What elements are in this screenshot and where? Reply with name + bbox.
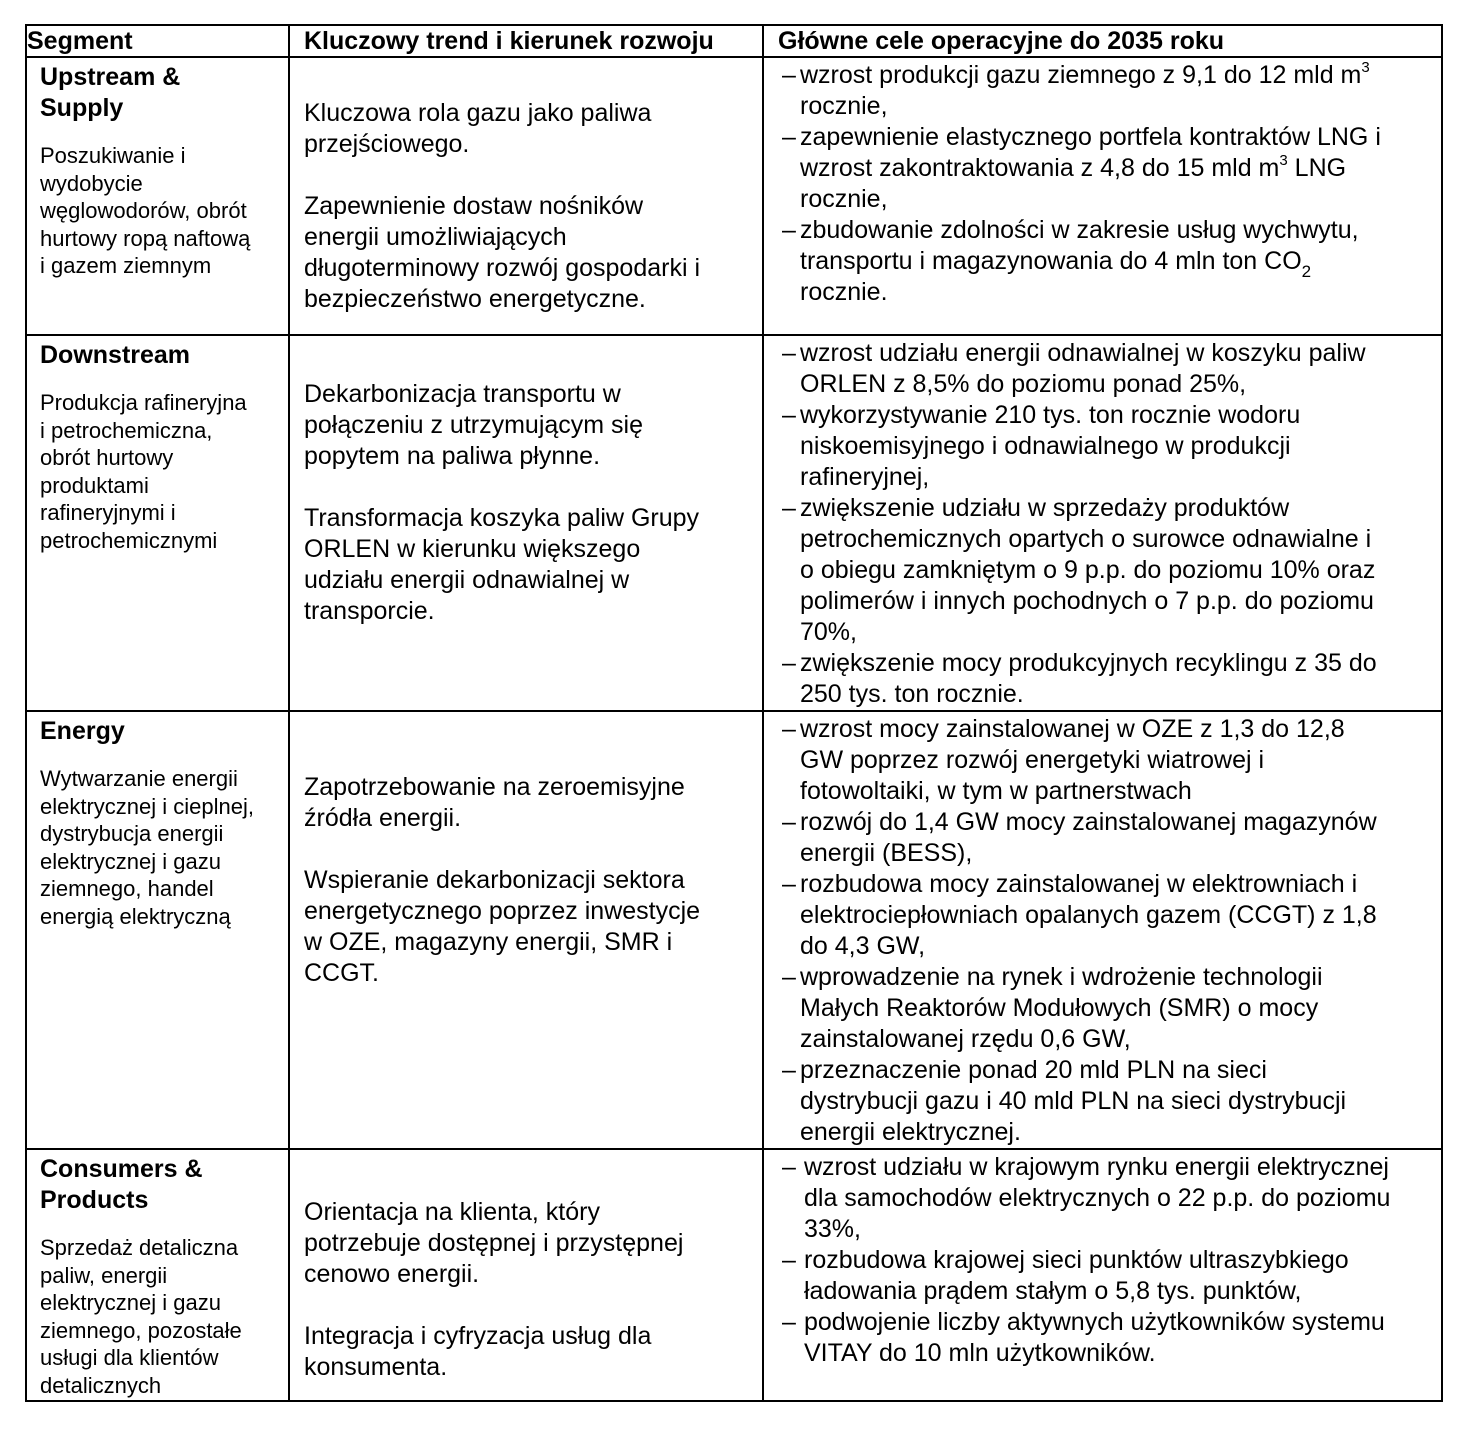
goal-item: – wzrost udziału energii odnawialnej w koszyku paliw ORLEN z 8,5% do poziomu ponad 25%, xyxy=(782,338,1433,400)
goal-item: – przeznaczenie ponad 20 mld PLN na sieci dystrybucji gazu i 40 mld PLN na sieci dystrybucji energii elektrycznej. xyxy=(782,1055,1433,1148)
goals-list xyxy=(764,1150,1441,1369)
trend-paragraph: Transformacja koszyka paliw Grupy ORLEN w kierunku większego udziału energii odnawialnej w transporcie. xyxy=(304,504,700,625)
goal-item: – rozwój do 1,4 GW mocy zainstalowanej magazynów energii (BESS), xyxy=(782,807,1433,869)
segment-cell xyxy=(26,57,289,335)
goal-item: – zwiększenie udziału w sprzedaży produktów petrochemicznych opartych o surowce odnawialne i o obiegu zamkniętym o 9 p.p. do poziomu 10% oraz polimerów i innych pochodnych o 7 p.p. do poziomu 70%, xyxy=(782,493,1433,648)
table-header-row xyxy=(26,25,1442,57)
trend-cell xyxy=(289,57,763,335)
goals-list xyxy=(764,58,1441,308)
trend-cell xyxy=(289,1149,763,1401)
header-segment: Segment xyxy=(26,25,289,57)
goal-item: – podwojenie liczby aktywnych użytkowników systemu VITAY do 10 mln użytkowników. xyxy=(782,1307,1433,1369)
trend-paragraph: Zapotrzebowanie na zeroemisyjne źródła energii. xyxy=(304,772,685,832)
segment-name: Upstream & Supply xyxy=(40,63,181,122)
header-trend: Kluczowy trend i kierunek rozwoju xyxy=(289,25,763,57)
table-row xyxy=(26,711,1442,1149)
segment-name: Downstream xyxy=(40,341,191,369)
segment-name: Energy xyxy=(40,717,125,745)
trend-cell xyxy=(289,711,763,1149)
goals-cell xyxy=(763,711,1442,1149)
goal-item: – wykorzystywanie 210 tys. ton rocznie wodoru niskoemisyjnego i odnawialnego w produkcji rafineryjnej, xyxy=(782,400,1433,493)
segment-cell xyxy=(26,711,289,1149)
trend-paragraph: Wspieranie dekarbonizacji sektora energetycznego poprzez inwestycje w OZE, magazyny energii, SMR i CCGT. xyxy=(304,865,701,987)
goal-item: – wprowadzenie na rynek i wdrożenie technologii Małych Reaktorów Modułowych (SMR) o mocy zainstalowanej rzędu 0,6 GW, xyxy=(782,962,1433,1055)
goal-item: – wzrost udziału w krajowym rynku energii elektrycznej dla samochodów elektrycznych o 22 p.p. do poziomu 33%, xyxy=(782,1152,1433,1245)
table-row xyxy=(26,335,1442,711)
segment-description: Sprzedaż detaliczna paliw, energii elektrycznej i gazu ziemnego, pozostałe usługi dla klientów detalicznych xyxy=(40,1235,242,1398)
segment-description: Produkcja rafineryjna i petrochemiczna, obrót hurtowy produktami rafineryjnymi i petrochemicznymi xyxy=(40,390,247,553)
trend-paragraph: Orientacja na klienta, który potrzebuje dostępnej i przystępnej cenowo energii. xyxy=(304,1198,684,1288)
segment-cell xyxy=(26,335,289,711)
segment-cell xyxy=(26,1149,289,1401)
goals-list xyxy=(764,336,1441,710)
goals-cell xyxy=(763,57,1442,335)
segment-description: Poszukiwanie i wydobycie węglowodorów, obrót hurtowy ropą naftową i gazem ziemnym xyxy=(40,143,251,278)
segment-description: Wytwarzanie energii elektrycznej i cieplnej, dystrybucja energii elektrycznej i gazu ziemnego, handel energią elektryczną xyxy=(40,766,254,929)
goal-item: – wzrost mocy zainstalowanej w OZE z 1,3 do 12,8 GW poprzez rozwój energetyki wiatrowej i fotowoltaiki, w tym w partnerstwach xyxy=(782,714,1433,807)
goal-item: – zwiększenie mocy produkcyjnych recyklingu z 35 do 250 tys. ton rocznie. xyxy=(782,648,1433,710)
goal-item: – rozbudowa krajowej sieci punktów ultraszybkiego ładowania prądem stałym o 5,8 tys. punktów, xyxy=(782,1245,1433,1307)
table-row xyxy=(26,1149,1442,1401)
goal-item: – zapewnienie elastycznego portfela kontraktów LNG i wzrost zakontraktowania z 4,8 do 15 mld $m^3$ LNG rocznie, xyxy=(782,122,1433,215)
segments-table xyxy=(25,24,1443,1402)
trend-cell xyxy=(289,335,763,711)
trend-paragraph: Integracja i cyfryzacja usług dla konsumenta. xyxy=(304,1322,652,1381)
goals-cell xyxy=(763,1149,1442,1401)
goal-item: – zbudowanie zdolności w zakresie usług wychwytu, transportu i magazynowania do 4 mln ton $CO_2$ rocznie. xyxy=(782,215,1433,308)
trend-paragraph: Dekarbonizacja transportu w połączeniu z utrzymującym się popytem na paliwa płynne. xyxy=(304,380,644,470)
segment-name: Consumers & Products xyxy=(40,1155,203,1214)
trend-paragraph: Zapewnienie dostaw nośników energii umożliwiających długoterminowy rozwój gospodarki i bezpieczeństwo energetyczne. xyxy=(304,191,701,313)
goal-item: – rozbudowa mocy zainstalowanej w elektrowniach i elektrociepłowniach opalanych gazem (CCGT) z 1,8 do 4,3 GW, xyxy=(782,869,1433,962)
table-row xyxy=(26,57,1442,335)
goal-item: – wzrost produkcji gazu ziemnego z 9,1 do 12 mld $m^3$ rocznie, xyxy=(782,60,1433,122)
header-goals: Główne cele operacyjne do 2035 roku xyxy=(763,25,1442,57)
goals-cell xyxy=(763,335,1442,711)
trend-paragraph: Kluczowa rola gazu jako paliwa przejściowego. xyxy=(304,98,652,158)
goals-list xyxy=(764,712,1441,1148)
